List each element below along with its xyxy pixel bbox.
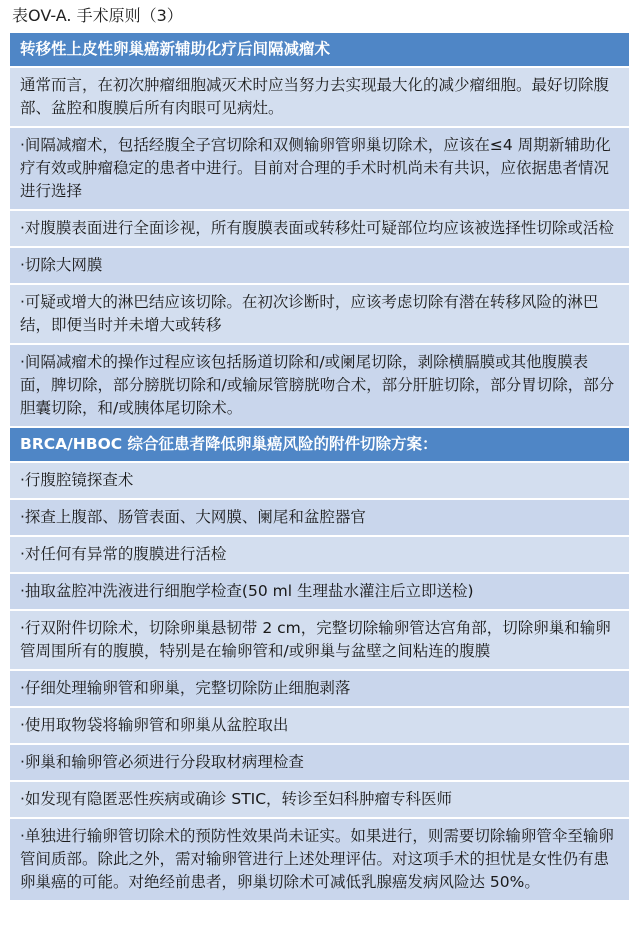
section-header-rrso: BRCA/HBOC 综合征患者降低卵巢癌风险的附件切除方案： xyxy=(10,428,629,463)
table-row: ·切除大网膜 xyxy=(10,248,629,285)
table-row: ·行腹腔镜探查术 xyxy=(10,463,629,500)
table-row: ·卵巢和输卵管必须进行分段取材病理检查 xyxy=(10,745,629,782)
table-row: ·单独进行输卵管切除术的预防性效果尚未证实。如果进行，则需要切除输卵管伞至输卵管间质部。除此之外，需对输卵管进行上述处理评估。对这项手术的担忧是女性仍有患卵巢癌的可能。对绝经前患者，卵巢切除术可减低乳腺癌发病风险达 50%。 xyxy=(10,819,629,902)
principles-table xyxy=(10,33,629,902)
table-row: ·对任何有异常的腹膜进行活检 xyxy=(10,537,629,574)
table-row: ·抽取盆腔冲洗液进行细胞学检查(50 ml 生理盐水灌注后立即送检) xyxy=(10,574,629,611)
table-row: ·对腹膜表面进行全面诊视，所有腹膜表面或转移灶可疑部位均应该被选择性切除或活检 xyxy=(10,211,629,248)
table-row: ·仔细处理输卵管和卵巢，完整切除防止细胞剥落 xyxy=(10,671,629,708)
table-row: ·如发现有隐匿恶性疾病或确诊 STIC，转诊至妇科肿瘤专科医师 xyxy=(10,782,629,819)
table-caption: 表OV-A. 手术原则（3） xyxy=(12,6,183,25)
section-header-interval-debulking: 转移性上皮性卵巢癌新辅助化疗后间隔减瘤术 xyxy=(10,33,629,68)
table-row: ·使用取物袋将输卵管和卵巢从盆腔取出 xyxy=(10,708,629,745)
table-row: ·间隔减瘤术，包括经腹全子宫切除和双侧输卵管卵巢切除术，应该在≤4 周期新辅助化疗有效或肿瘤稳定的患者中进行。目前对合理的手术时机尚未有共识，应依据患者情况进行选择 xyxy=(10,128,629,211)
table-row: ·可疑或增大的淋巴结应该切除。在初次诊断时，应该考虑切除有潜在转移风险的淋巴结，即便当时并未增大或转移 xyxy=(10,285,629,345)
table-row: 通常而言，在初次肿瘤细胞减灭术时应当努力去实现最大化的减少瘤细胞。最好切除腹部、盆腔和腹膜后所有肉眼可见病灶。 xyxy=(10,68,629,128)
table-row: ·间隔减瘤术的操作过程应该包括肠道切除和/或阑尾切除，剥除横膈膜或其他腹膜表面，脾切除，部分膀胱切除和/或输尿管膀胱吻合术，部分肝脏切除，部分胃切除，部分胆囊切除，和/或胰体尾切除术。 xyxy=(10,345,629,428)
table-row: ·行双附件切除术，切除卵巢悬韧带 2 cm，完整切除输卵管达宫角部，切除卵巢和输卵管周围所有的腹膜，特别是在输卵管和/或卵巢与盆壁之间粘连的腹膜 xyxy=(10,611,629,671)
table-row: ·探查上腹部、肠管表面、大网膜、阑尾和盆腔器官 xyxy=(10,500,629,537)
